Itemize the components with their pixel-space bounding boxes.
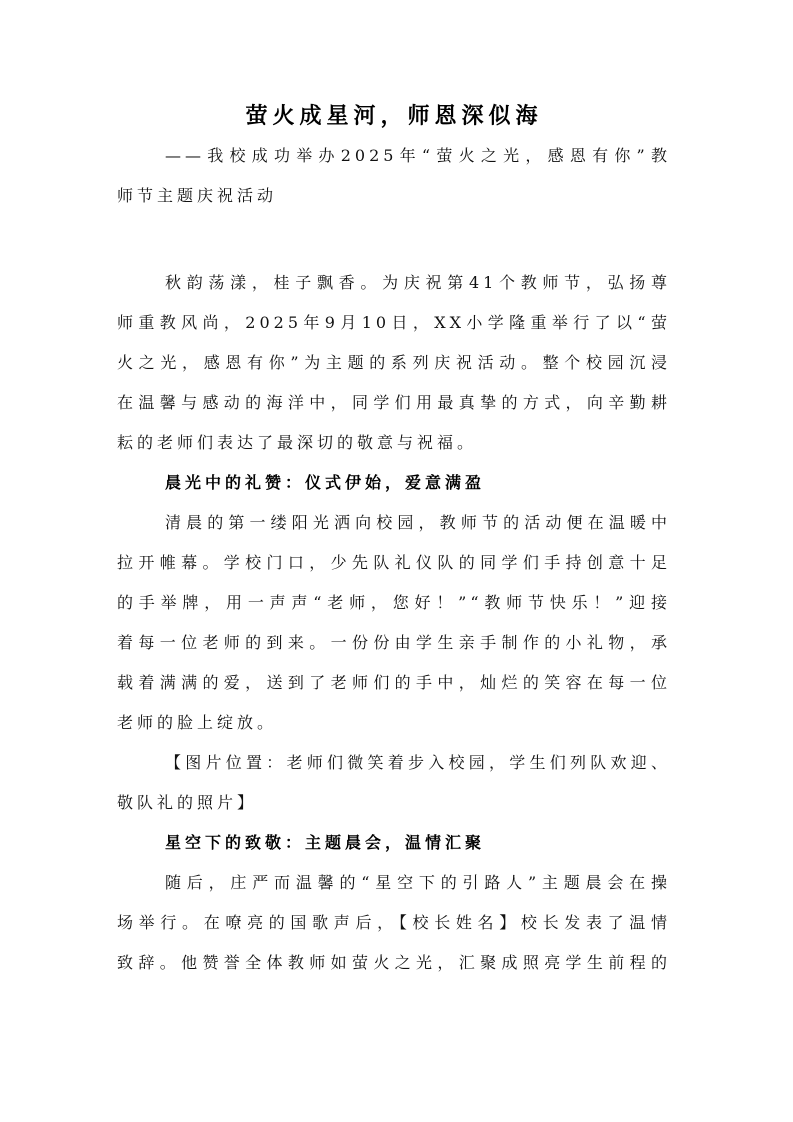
paragraph-line: 清晨的第一缕阳光洒向校园，教师节的活动便在温暖中 — [165, 513, 671, 532]
subtitle-line: ——我校成功举办2025年“萤火之光，感恩有你”教 — [165, 146, 671, 165]
paragraph-line: 随后，庄严而温馨的“星空下的引路人”主题晨会在操 — [165, 873, 671, 892]
paragraph-line: 火之光，感恩有你”为主题的系列庆祝活动。整个校园沉浸 — [117, 353, 671, 372]
image-placeholder-note — [117, 743, 671, 823]
paragraph-line: 的手举牌，用一声声“老师，您好！”“教师节快乐！”迎接 — [117, 593, 671, 612]
paragraph-line: 着每一位老师的到来。一份份由学生亲手制作的小礼物，承 — [117, 633, 671, 652]
paragraph-line: 耘的老师们表达了最深切的敬意与祝福。 — [117, 433, 478, 452]
paragraph-assembly — [117, 863, 671, 983]
paragraph-line: 【图片位置：老师们微笑着步入校园，学生们列队欢迎、 — [165, 753, 671, 772]
paragraph-morning — [117, 503, 671, 743]
article-body — [117, 96, 671, 983]
subtitle-line: 师节主题庆祝活动 — [117, 186, 278, 205]
paragraph-line: 在温馨与感动的海洋中，同学们用最真挚的方式，向辛勤耕 — [117, 393, 671, 412]
paragraph-line: 秋韵荡漾，桂子飘香。为庆祝第41个教师节，弘扬尊 — [165, 273, 671, 292]
paragraph-line: 老师的脸上绽放。 — [117, 713, 278, 732]
section-heading-assembly: 星空下的致敬：主题晨会，温情汇聚 — [165, 833, 486, 852]
paragraph-line: 载着满满的爱，送到了老师们的手中，灿烂的笑容在每一位 — [117, 673, 671, 692]
paragraph-line: 场举行。在嘹亮的国歌声后，【校长姓名】校长发表了温情 — [117, 913, 671, 932]
spacer — [117, 216, 671, 263]
paragraph-line: 敬队礼的照片】 — [117, 793, 258, 812]
paragraph-line: 师重教风尚，2025年9月10日，XX小学隆重举行了以“萤 — [117, 313, 671, 332]
paragraph-line: 致辞。他赞誉全体教师如萤火之光，汇聚成照亮学生前程的 — [117, 953, 671, 972]
section-heading-morning: 晨光中的礼赞：仪式伊始，爱意满盈 — [165, 473, 486, 492]
article-title: 萤火成星河，师恩深似海 — [245, 103, 543, 129]
paragraph-line: 拉开帷幕。学校门口，少先队礼仪队的同学们手持创意十足 — [117, 553, 671, 572]
paragraph-intro — [117, 263, 671, 463]
